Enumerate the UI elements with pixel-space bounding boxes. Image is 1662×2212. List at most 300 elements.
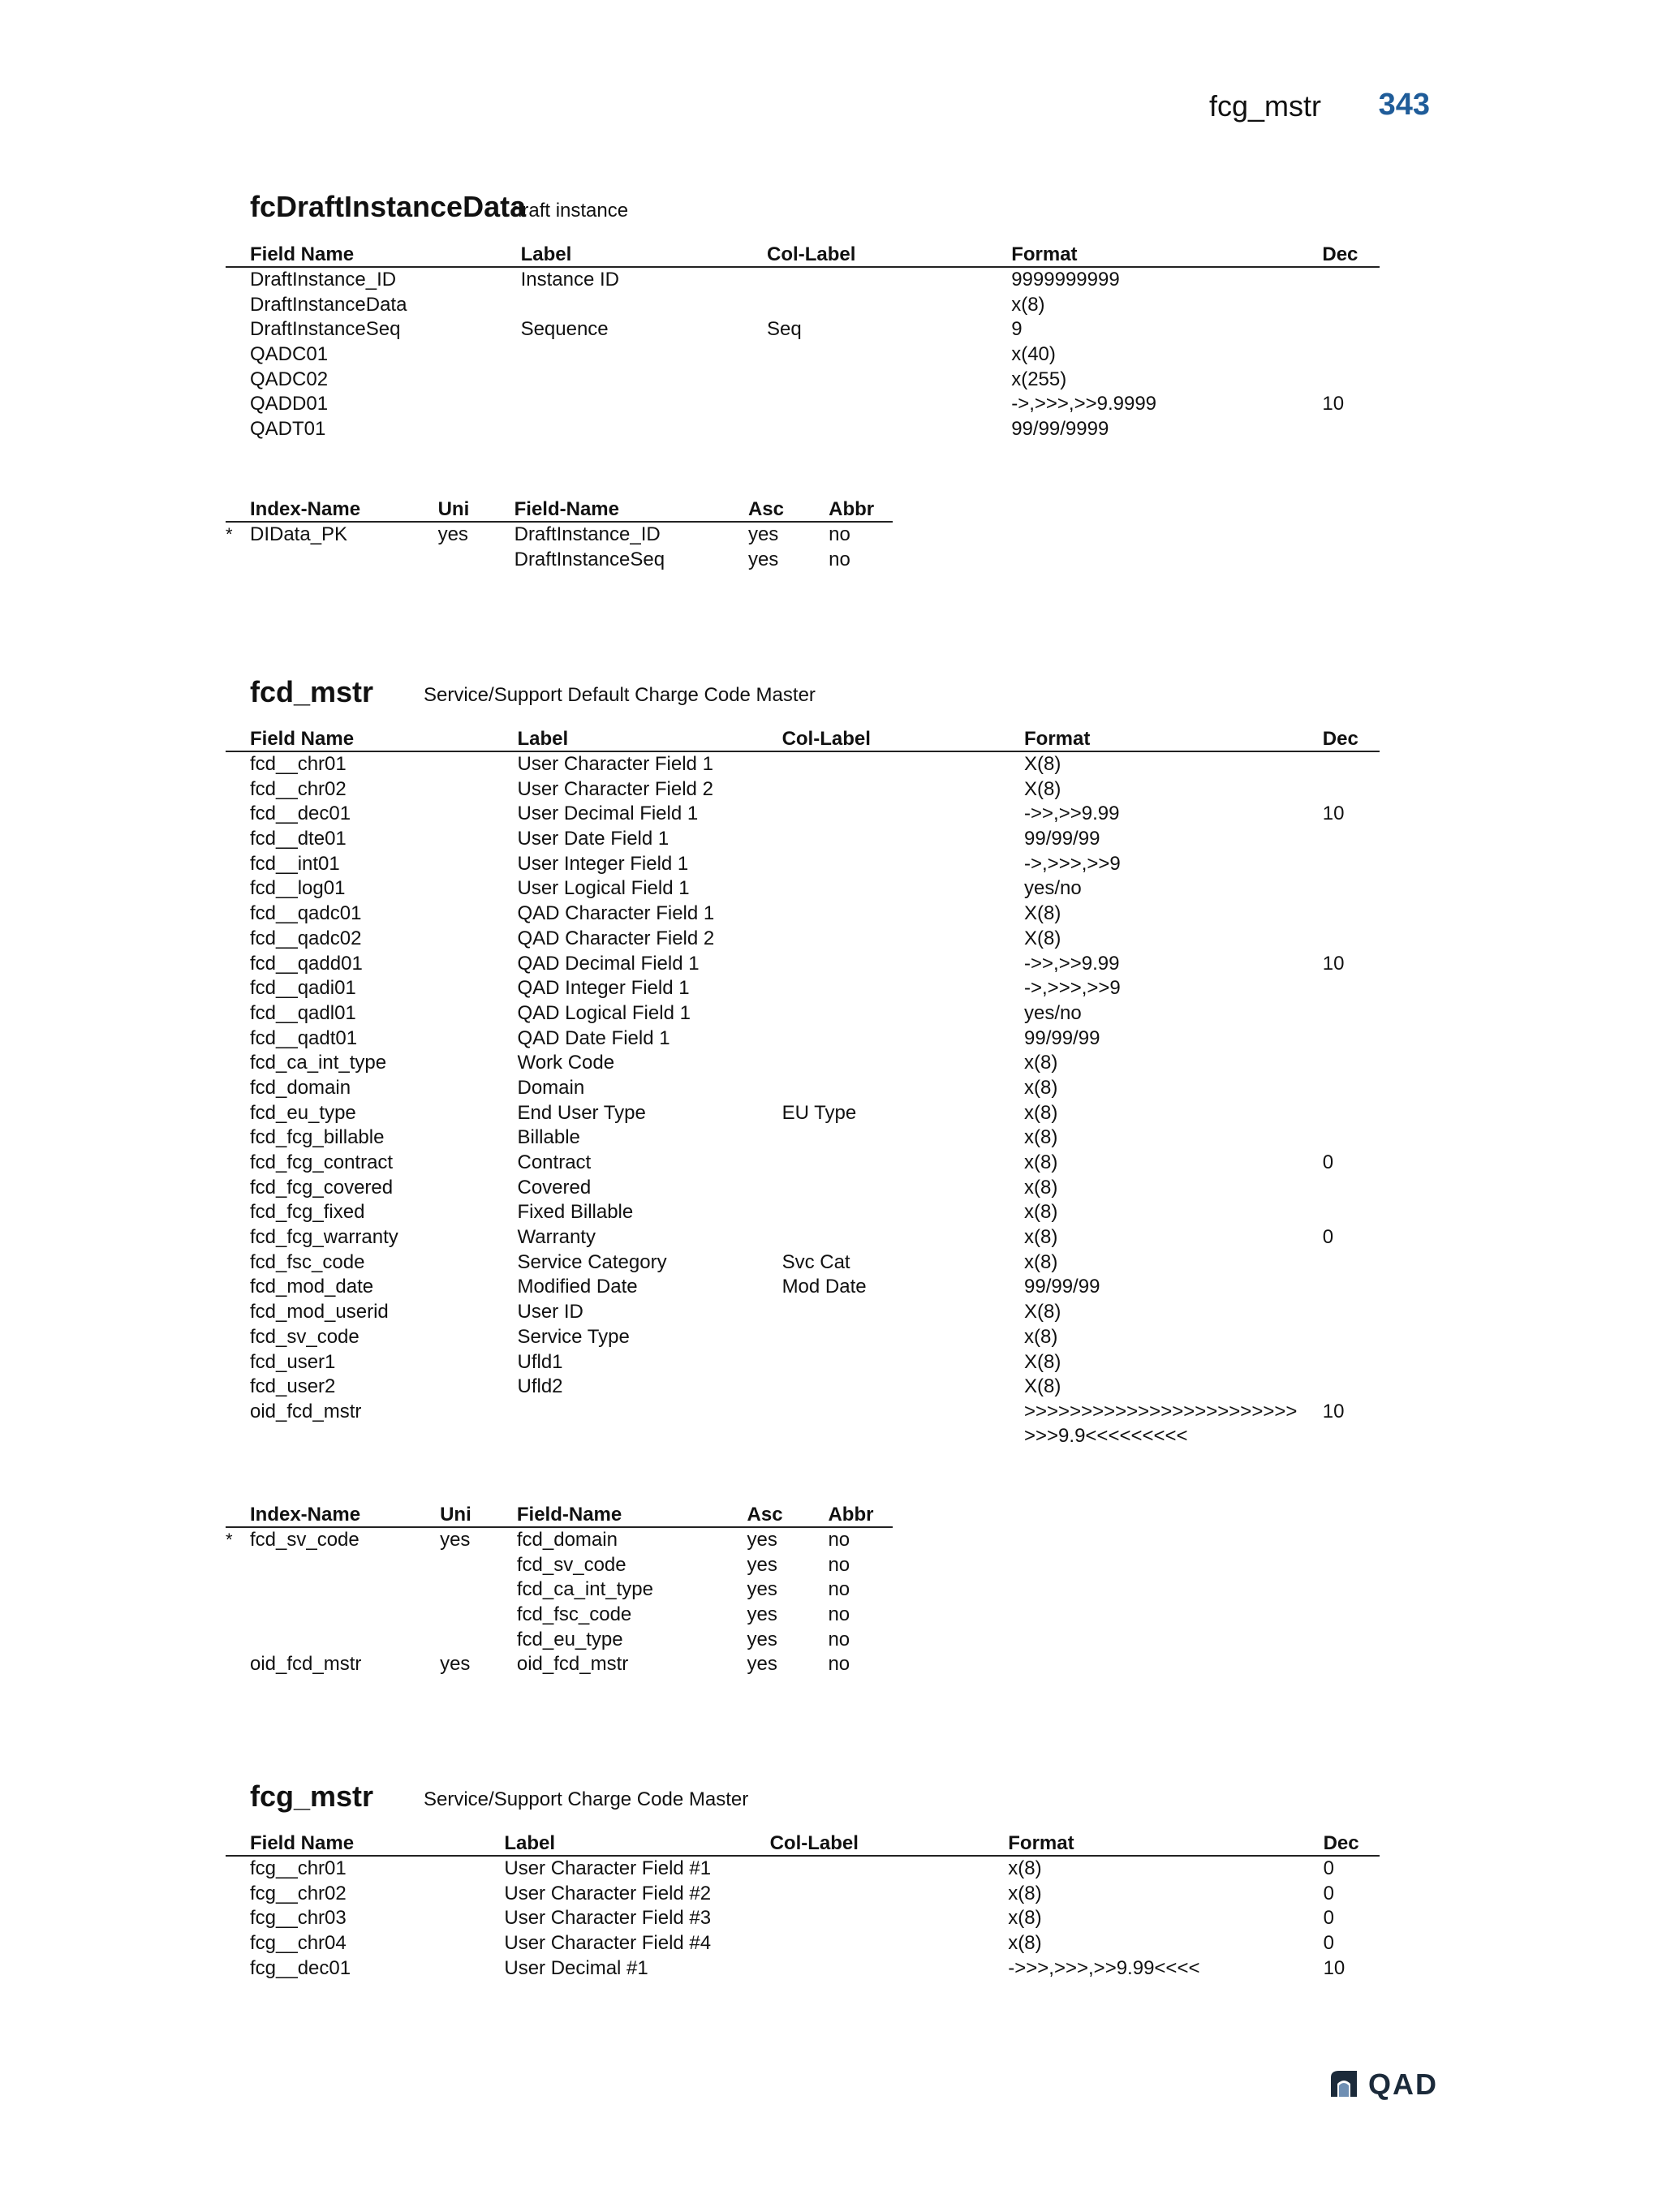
dec-cell [1298, 1325, 1380, 1350]
column-header: Index-Name [226, 497, 414, 522]
field-name-cell: fcd_user1 [250, 1350, 336, 1373]
format-cell: x(8) [1024, 1325, 1058, 1348]
label-cell [497, 342, 743, 368]
col-label-cell: Svc Cat [781, 1250, 850, 1273]
col-label-cell [758, 952, 1000, 977]
table-row [226, 827, 1380, 852]
label-cell [497, 293, 743, 318]
col-label-cell: EU Type [781, 1101, 857, 1124]
label-cell: User Character Field #2 [504, 1882, 712, 1904]
index-name-cell [226, 1553, 416, 1578]
dec-cell [1298, 342, 1380, 368]
dec-cell [1298, 1026, 1380, 1052]
field-name-cell: fcg__chr04 [250, 1932, 347, 1955]
col-label-cell [758, 1400, 1000, 1448]
field-name-cell: fcd__log01 [250, 877, 346, 900]
format-cell: ->,>>>,>>9.9999 [1011, 393, 1157, 415]
field-name-cell: fcd_fsc_code [250, 1250, 365, 1273]
format-cell: X(8) [1024, 753, 1061, 775]
table-row [226, 1956, 1380, 1982]
label-cell: User Character Field #3 [504, 1907, 712, 1930]
format-cell: ->,>>>,>>9 [1024, 852, 1121, 875]
format-cell: x(8) [1008, 1907, 1042, 1930]
unique-cell [416, 1577, 493, 1603]
dec-cell [1298, 417, 1380, 442]
col-label-cell [758, 1151, 1000, 1176]
format-cell: x(8) [1024, 1176, 1058, 1199]
dec-cell [1298, 293, 1380, 318]
index-table [226, 497, 893, 572]
label-cell [497, 392, 743, 417]
unique-cell: yes [440, 1529, 471, 1551]
table-row [226, 548, 893, 573]
column-header: Col-Label [758, 726, 1000, 751]
column-header: Field-Name [493, 1502, 723, 1527]
index-name-cell [226, 548, 414, 573]
abbr-cell: no [828, 1603, 850, 1626]
col-label-cell [758, 1350, 1000, 1375]
format-cell: yes/no [1024, 1001, 1082, 1024]
col-label-cell [758, 902, 1000, 927]
label-cell: User Character Field #4 [504, 1932, 712, 1955]
field-name-cell: fcd_fcg_contract [250, 1151, 394, 1173]
format-cell: x(8) [1011, 293, 1045, 316]
table-row [226, 927, 1380, 952]
label-cell: User Logical Field 1 [517, 877, 690, 900]
label-cell: Ufld1 [517, 1350, 563, 1373]
index-table [226, 1502, 893, 1677]
field-name-cell: fcd__chr01 [250, 753, 347, 775]
col-label-cell [758, 802, 1000, 827]
dec-cell [1298, 827, 1380, 852]
field-name-cell: DraftInstanceSeq [514, 548, 665, 570]
field-name-cell: fcg__chr02 [250, 1882, 347, 1904]
table-row [226, 876, 1380, 902]
dec-cell [1298, 1275, 1380, 1300]
dec-cell [1298, 1101, 1380, 1126]
table-row [226, 1603, 893, 1628]
dec-cell [1298, 1076, 1380, 1101]
col-label-cell [746, 1906, 984, 1931]
field-name-cell: fcd_fcg_warranty [250, 1226, 398, 1249]
label-cell: Sequence [520, 318, 609, 341]
format-cell: x(8) [1024, 1250, 1058, 1273]
table-row [226, 1225, 1380, 1250]
dec-cell: 10 [1322, 1400, 1345, 1422]
unique-cell [416, 1603, 493, 1628]
field-name-cell: fcd__qadi01 [250, 977, 356, 1000]
field-name-cell: fcd_domain [516, 1529, 618, 1551]
dec-cell [1298, 1176, 1380, 1201]
column-header: Format [987, 242, 1298, 267]
field-name-cell: DraftInstance_ID [250, 269, 397, 290]
label-cell: User ID [517, 1301, 583, 1323]
format-cell: X(8) [1024, 777, 1061, 800]
dec-cell: 10 [1322, 803, 1345, 825]
label-cell: QAD Logical Field 1 [517, 1001, 691, 1024]
label-cell: User Decimal #1 [504, 1956, 648, 1979]
field-name-cell: QADC01 [250, 343, 329, 366]
abbr-cell: no [829, 548, 850, 570]
table-row [226, 1577, 893, 1603]
dec-cell: 0 [1323, 1907, 1334, 1930]
label-cell: User Integer Field 1 [517, 852, 689, 875]
format-cell: ->,>>>,>>9 [1024, 977, 1121, 1000]
table-row [226, 392, 1380, 417]
dec-cell [1298, 1051, 1380, 1076]
dec-cell [1298, 902, 1380, 927]
format-cell: >>>>>>>>>>>>>>>>>>>>>>>>>>>9.9<<<<<<<<< [1024, 1400, 1298, 1447]
field-name-cell: QADT01 [250, 418, 326, 441]
table-name: fcd_mstr [250, 675, 374, 708]
column-header: Abbr [804, 497, 893, 522]
unique-cell [416, 1628, 493, 1653]
label-cell: QAD Character Field 2 [517, 927, 715, 949]
column-header: Label [493, 726, 758, 751]
table-row [226, 1051, 1380, 1076]
label-cell: QAD Integer Field 1 [517, 977, 690, 1000]
label-cell: Modified Date [517, 1276, 638, 1298]
col-label-cell [743, 293, 987, 318]
field-name-cell: fcd__qadc02 [250, 927, 362, 949]
col-label-cell: Mod Date [781, 1276, 867, 1298]
table-row [226, 522, 893, 548]
asc-cell: yes [747, 1529, 777, 1551]
unique-cell: yes [437, 523, 468, 545]
table-row [226, 1250, 1380, 1276]
col-label-cell [758, 1076, 1000, 1101]
field-name-cell: QADC02 [250, 368, 329, 390]
field-name-cell: fcd_eu_type [250, 1101, 356, 1124]
index-table-header [226, 497, 893, 522]
col-label-cell [758, 1125, 1000, 1151]
column-header: Format [984, 1831, 1298, 1856]
field-table [226, 726, 1380, 1448]
format-cell: ->>,>>9.99 [1024, 952, 1120, 975]
format-cell: x(8) [1024, 1226, 1058, 1249]
abbr-cell: no [828, 1553, 850, 1576]
table-row [226, 1652, 893, 1677]
column-header: Abbr [803, 1502, 893, 1527]
field-name-cell: fcd__qadc01 [250, 902, 362, 925]
field-name-cell: QADD01 [250, 393, 329, 415]
col-label-cell [746, 1882, 984, 1907]
field-name-cell: fcg__chr03 [250, 1907, 347, 1930]
column-header: Asc [723, 1502, 804, 1527]
dec-cell [1298, 751, 1380, 777]
format-cell: yes/no [1024, 877, 1082, 900]
index-name-cell: * fcd_sv_code [226, 1527, 416, 1553]
format-cell: 99/99/99 [1024, 828, 1100, 850]
unique-cell [416, 1553, 493, 1578]
format-cell: x(8) [1024, 1101, 1058, 1124]
field-name-cell: fcd_ca_int_type [516, 1578, 653, 1601]
format-cell: ->>,>>9.99 [1024, 803, 1120, 825]
asc-cell: yes [747, 1553, 777, 1576]
column-header: Index-Name [226, 1502, 416, 1527]
dec-cell [1298, 1001, 1380, 1026]
col-label-cell [743, 342, 987, 368]
dec-cell: 10 [1323, 1956, 1346, 1979]
dec-cell: 0 [1323, 1882, 1334, 1904]
col-label-cell [758, 1225, 1000, 1250]
field-name-cell: fcd_ca_int_type [250, 1052, 387, 1074]
table-row [226, 1176, 1380, 1201]
table-row [226, 1101, 1380, 1126]
field-name-cell: fcd_eu_type [516, 1628, 623, 1650]
dec-cell [1298, 317, 1380, 342]
table-description: Service/Support Default Charge Code Master [424, 684, 816, 706]
index-name-cell [226, 1628, 416, 1653]
table-row [226, 417, 1380, 442]
table-row [226, 1882, 1380, 1907]
col-label-cell [758, 852, 1000, 877]
label-cell: Billable [517, 1126, 580, 1149]
column-header: Dec [1299, 1831, 1380, 1856]
col-label-cell: Seq [767, 318, 802, 341]
table-row [226, 952, 1380, 977]
format-cell: x(8) [1008, 1857, 1042, 1879]
label-cell: User Character Field 2 [517, 777, 713, 800]
format-cell: x(40) [1011, 343, 1056, 366]
table-row [226, 1125, 1380, 1151]
column-header: Uni [414, 497, 490, 522]
table-row [226, 1400, 1380, 1448]
table-row [226, 1628, 893, 1653]
table-row [226, 368, 1380, 393]
table-name: fcDraftInstanceData [250, 190, 527, 223]
label-cell: User Date Field 1 [517, 828, 670, 850]
table-row [226, 1300, 1380, 1325]
table-description: draft instance [511, 200, 629, 222]
table-row [226, 1375, 1380, 1400]
table-row [226, 317, 1380, 342]
format-cell: ->>>,>>>,>>9.99<<<< [1008, 1956, 1200, 1979]
column-header: Dec [1298, 242, 1380, 267]
col-label-cell [743, 368, 987, 393]
table-row [226, 802, 1380, 827]
col-label-cell [758, 751, 1000, 777]
field-name-cell: oid_fcd_mstr [250, 1400, 362, 1422]
format-cell: x(8) [1008, 1932, 1042, 1955]
dec-cell [1298, 876, 1380, 902]
dec-cell: 0 [1322, 1151, 1334, 1173]
format-cell: X(8) [1024, 902, 1061, 925]
asc-cell: yes [747, 548, 779, 570]
unique-cell: yes [440, 1653, 471, 1676]
field-name-cell: fcd_fcg_covered [250, 1176, 394, 1199]
column-header: Uni [416, 1502, 493, 1527]
column-header: Asc [724, 497, 804, 522]
label-cell: Covered [517, 1176, 592, 1199]
table-row [226, 1931, 1380, 1956]
field-table-header [226, 1831, 1380, 1856]
table-row [226, 777, 1380, 803]
format-cell: X(8) [1024, 927, 1061, 949]
field-name-cell: DraftInstance_ID [514, 523, 661, 545]
table-row [226, 852, 1380, 877]
table-row [226, 1906, 1380, 1931]
format-cell: x(8) [1024, 1201, 1058, 1224]
field-name-cell: fcg__dec01 [250, 1956, 351, 1979]
index-table-header [226, 1502, 893, 1527]
col-label-cell [758, 876, 1000, 902]
column-header: Field Name [226, 242, 497, 267]
abbr-cell: no [828, 1578, 850, 1601]
format-cell: x(8) [1008, 1882, 1042, 1904]
field-name-cell: fcd__int01 [250, 852, 340, 875]
field-name-cell: fcd__dec01 [250, 803, 351, 825]
dec-cell [1298, 777, 1380, 803]
abbr-cell: no [828, 1529, 850, 1551]
label-cell: Warranty [517, 1226, 596, 1249]
label-cell: Domain [517, 1076, 585, 1099]
dec-cell: 0 [1323, 1857, 1334, 1879]
col-label-cell [758, 1375, 1000, 1400]
label-cell: User Character Field #1 [504, 1857, 712, 1879]
col-label-cell [758, 1300, 1000, 1325]
col-label-cell [758, 1026, 1000, 1052]
label-cell: QAD Character Field 1 [517, 902, 715, 925]
qad-logo-icon [1328, 2069, 1360, 2098]
field-name-cell: fcd_sv_code [250, 1325, 360, 1348]
col-label-cell [746, 1856, 984, 1882]
column-header: Field Name [226, 1831, 480, 1856]
table-row [226, 1275, 1380, 1300]
dec-cell [1298, 1375, 1380, 1400]
asc-cell: yes [747, 523, 779, 545]
format-cell: 99/99/99 [1024, 1276, 1100, 1298]
label-cell: Ufld2 [517, 1375, 563, 1398]
field-name-cell: fcd_sv_code [516, 1553, 626, 1576]
format-cell: x(8) [1024, 1126, 1058, 1149]
table-row [226, 1350, 1380, 1375]
col-label-cell [758, 1325, 1000, 1350]
table-row [226, 1001, 1380, 1026]
table-name: fcg_mstr [250, 1779, 374, 1813]
column-header: Col-Label [743, 242, 987, 267]
field-name-cell: fcd__qadd01 [250, 952, 363, 975]
dec-cell [1298, 927, 1380, 952]
col-label-cell [758, 827, 1000, 852]
col-label-cell [758, 1176, 1000, 1201]
running-header-title: fcg_mstr [1208, 89, 1321, 123]
col-label-cell [746, 1956, 984, 1982]
logo-text: QAD [1368, 2068, 1438, 2101]
label-cell: Instance ID [520, 269, 619, 290]
label-cell [497, 417, 743, 442]
dec-cell: 0 [1322, 1226, 1334, 1249]
column-header: Label [480, 1831, 745, 1856]
col-label-cell [758, 927, 1000, 952]
label-cell: Fixed Billable [517, 1201, 634, 1224]
dec-cell: 0 [1323, 1932, 1334, 1955]
label-cell: Contract [517, 1151, 592, 1173]
asc-cell: yes [747, 1603, 777, 1626]
index-name-cell: * DIData_PK [226, 522, 414, 548]
format-cell: 99/99/9999 [1011, 418, 1109, 441]
field-name-cell: fcd__qadt01 [250, 1026, 358, 1049]
column-header: Field Name [226, 726, 493, 751]
label-cell [497, 368, 743, 393]
index-name-cell: oid_fcd_mstr [250, 1653, 362, 1676]
format-cell: 9999999999 [1011, 269, 1120, 290]
column-header: Format [1000, 726, 1298, 751]
col-label-cell [758, 1200, 1000, 1225]
dec-cell [1298, 1300, 1380, 1325]
column-header: Col-Label [746, 1831, 984, 1856]
asc-cell: yes [747, 1653, 777, 1676]
field-name-cell: fcg__chr01 [250, 1857, 347, 1879]
col-label-cell [758, 777, 1000, 803]
field-name-cell: fcd_fsc_code [516, 1603, 632, 1626]
table-row [226, 342, 1380, 368]
label-cell: Work Code [517, 1052, 615, 1074]
abbr-cell: no [828, 1653, 850, 1676]
label-cell: Service Category [517, 1250, 667, 1273]
format-cell: X(8) [1024, 1375, 1061, 1398]
label-cell: QAD Date Field 1 [517, 1026, 670, 1049]
field-name-cell: DraftInstanceData [250, 293, 407, 316]
abbr-cell: no [828, 1628, 850, 1650]
column-header: Label [497, 242, 743, 267]
label-cell: User Character Field 1 [517, 753, 713, 775]
label-cell: QAD Decimal Field 1 [517, 952, 700, 975]
dec-cell [1298, 852, 1380, 877]
field-name-cell: fcd__dte01 [250, 828, 347, 850]
field-name-cell: fcd_mod_userid [250, 1301, 389, 1323]
format-cell: 99/99/99 [1024, 1026, 1100, 1049]
dec-cell [1298, 368, 1380, 393]
table-row [226, 1026, 1380, 1052]
table-row [226, 902, 1380, 927]
field-name-cell: fcd_domain [250, 1076, 351, 1099]
format-cell: X(8) [1024, 1350, 1061, 1373]
format-cell: x(255) [1011, 368, 1067, 390]
table-row [226, 267, 1380, 293]
dec-cell [1298, 267, 1380, 293]
field-table-header [226, 242, 1380, 267]
table-row [226, 1076, 1380, 1101]
index-name-cell [226, 1603, 416, 1628]
asc-cell: yes [747, 1578, 777, 1601]
table-row [226, 1325, 1380, 1350]
column-header: Dec [1298, 726, 1380, 751]
field-name-cell: fcd_fcg_fixed [250, 1201, 365, 1224]
dec-cell [1298, 1250, 1380, 1276]
format-cell: X(8) [1024, 1301, 1061, 1323]
dec-cell [1298, 1350, 1380, 1375]
field-name-cell: fcd_user2 [250, 1375, 336, 1398]
col-label-cell [743, 392, 987, 417]
col-label-cell [743, 417, 987, 442]
label-cell: End User Type [517, 1101, 646, 1124]
format-cell: x(8) [1024, 1076, 1058, 1099]
table-row [226, 976, 1380, 1001]
page-number: 343 [1378, 88, 1430, 122]
field-name-cell: fcd__chr02 [250, 777, 347, 800]
field-table [226, 242, 1380, 442]
field-name-cell: fcd_fcg_billable [250, 1126, 385, 1149]
col-label-cell [743, 267, 987, 293]
table-row [226, 751, 1380, 777]
col-label-cell [758, 1001, 1000, 1026]
abbr-cell: no [829, 523, 850, 545]
format-cell: x(8) [1024, 1052, 1058, 1074]
col-label-cell [758, 1051, 1000, 1076]
dec-cell: 10 [1322, 393, 1345, 415]
table-row [226, 1200, 1380, 1225]
